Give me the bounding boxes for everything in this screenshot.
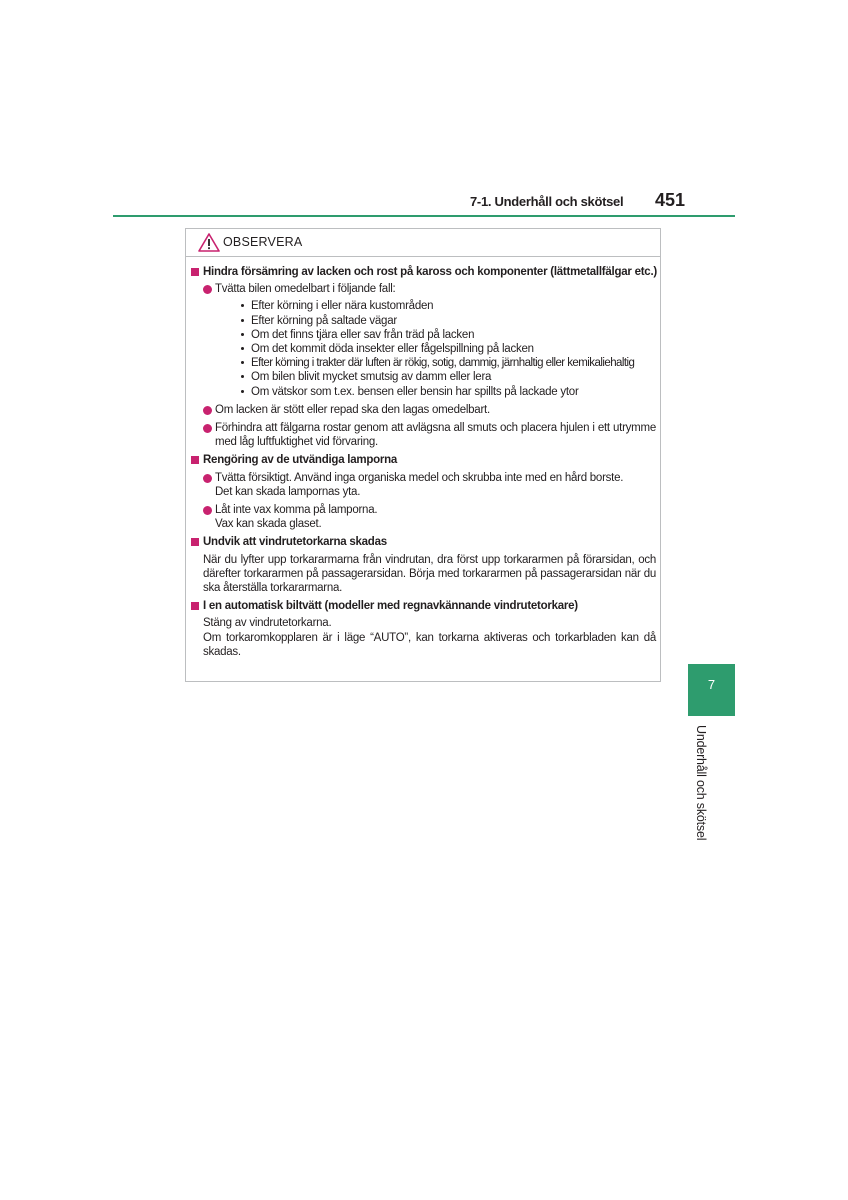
- list-item: Låt inte vax komma på lamporna. Vax kan skada glaset.: [190, 503, 656, 531]
- square-bullet-icon: [191, 538, 199, 546]
- chapter-tab: [688, 664, 735, 716]
- warning-triangle-icon: [198, 233, 220, 252]
- header-divider: [113, 215, 735, 217]
- section-title: 7-1. Underhåll och skötsel: [470, 194, 624, 209]
- sub-list: [215, 299, 656, 398]
- dot-bullet-icon: [241, 347, 244, 350]
- page-number: 451: [655, 190, 686, 210]
- sub-list-item: Om det finns tjära eller sav från träd på lacken: [215, 328, 656, 342]
- dot-bullet-icon: [241, 319, 244, 322]
- circle-bullet-icon: [203, 285, 212, 294]
- caution-content: [190, 265, 656, 659]
- paragraph: Stäng av vindrutetorkarna. Om torkaromkopplaren är i läge “AUTO”, kan torkarna aktiveras och torkarbladen kan då skadas.: [203, 617, 656, 658]
- chapter-title-vertical: Underhåll och skötsel: [694, 725, 708, 841]
- square-bullet-icon: [191, 268, 199, 276]
- circle-bullet-icon: [203, 406, 212, 415]
- dot-bullet-icon: [241, 333, 244, 336]
- section-heading-paint-rust: Hindra försämring av lacken och rost på kaross och komponenter (lättmetallfälgar etc.): [190, 265, 656, 279]
- list-item: Tvätta försiktigt. Använd inga organiska medel och skrubba inte med en hård borste. Det kan skada lampornas yta.: [190, 471, 656, 499]
- sub-list-item: Efter körning i eller nära kustområden: [215, 299, 656, 313]
- section-heading-exterior-lamps: Rengöring av de utvändiga lamporna: [190, 453, 656, 467]
- sub-list-item: Om det kommit döda insekter eller fågelspillning på lacken: [215, 342, 656, 356]
- list-item: Om lacken är stött eller repad ska den lagas omedelbart.: [190, 403, 656, 417]
- caution-title: OBSERVERA: [223, 235, 303, 249]
- circle-bullet-icon: [203, 506, 212, 515]
- sub-list-item: Efter körning i trakter där luften är rökig, sotig, dammig, järnhaltig eller kemikaliehaltig: [215, 356, 656, 370]
- circle-bullet-icon: [203, 474, 212, 483]
- dot-bullet-icon: [241, 375, 244, 378]
- list-item: Tvätta bilen omedelbart i följande fall: Efter körning i eller nära kustområden Efter körning på saltade vägar Om det finns tjära eller sav från träd på lacken Om det kommit döda insekter eller fågelspillning på lacken Efter körning i trakter där luften är rökig, sotig, dammig, järnhaltig eller kemikaliehaltig Om bilen blivit mycket smutsig av damm eller lera Om vätskor som t.ex. bensen eller bensin har spillts på lackade ytor: [190, 282, 656, 399]
- paragraph: När du lyfter upp torkararmarna från vindrutan, dra först upp torkararmen på förarsidan, och därefter torkararmen på passagerarsidan. Börja med torkararmen på passagerarsidan när du ska återställa torkararmarna.: [203, 553, 656, 595]
- dot-bullet-icon: [241, 304, 244, 307]
- sub-list-item: Efter körning på saltade vägar: [215, 314, 656, 328]
- sub-list-item: Om vätskor som t.ex. bensen eller bensin har spillts på lackade ytor: [215, 385, 656, 399]
- square-bullet-icon: [191, 602, 199, 610]
- square-bullet-icon: [191, 456, 199, 464]
- circle-bullet-icon: [203, 424, 212, 433]
- caution-box: [185, 228, 661, 682]
- chapter-number: 7: [707, 677, 716, 692]
- list-item: Förhindra att fälgarna rostar genom att avlägsna all smuts och placera hjulen i ett utrymme med låg luftfuktighet vid förvaring.: [190, 421, 656, 449]
- caution-header: [186, 229, 660, 257]
- sub-list-item: Om bilen blivit mycket smutsig av damm eller lera: [215, 370, 656, 384]
- section-heading-car-wash: I en automatisk biltvätt (modeller med regnavkännande vindrutetorkare): [190, 599, 656, 613]
- dot-bullet-icon: [241, 361, 244, 364]
- dot-bullet-icon: [241, 390, 244, 393]
- section-heading-wipers: Undvik att vindrutetorkarna skadas: [190, 535, 656, 549]
